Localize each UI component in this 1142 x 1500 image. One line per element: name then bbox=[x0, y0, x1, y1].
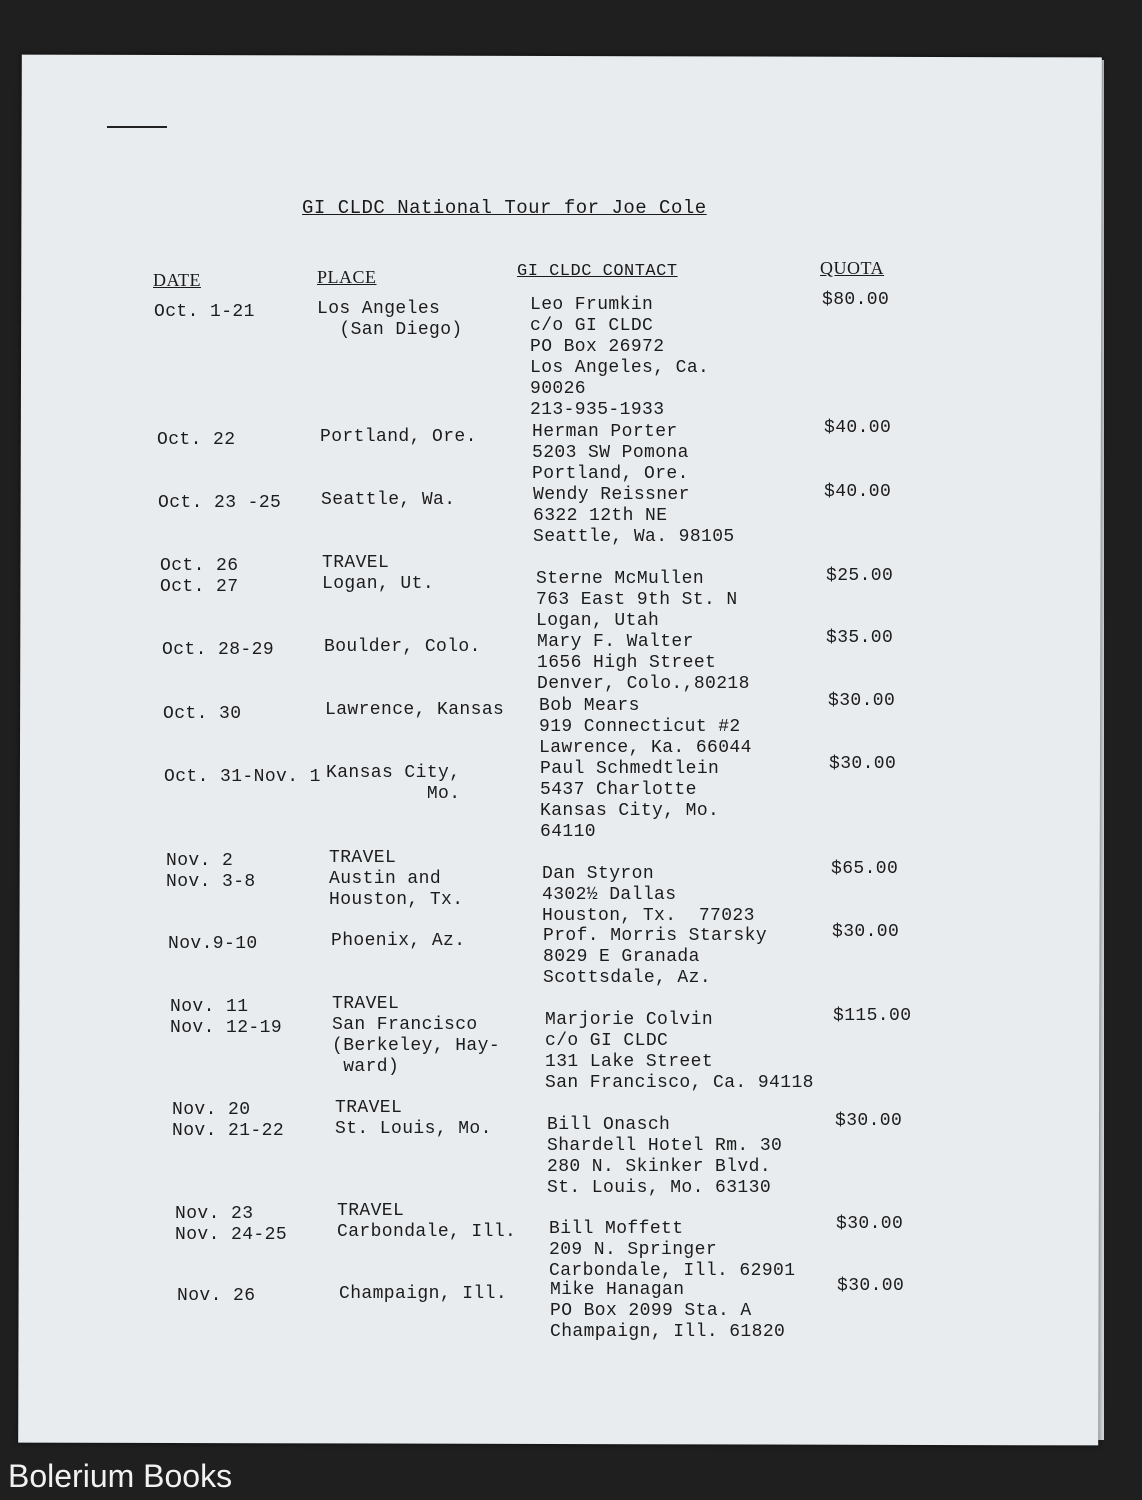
row-date: Oct. 23 -25 bbox=[158, 493, 282, 513]
row-date: Nov. 2 Nov. 3-8 bbox=[166, 851, 256, 892]
row-contact: Sterne McMullen 763 East 9th St. N Logan, Utah bbox=[536, 569, 738, 631]
row-place: TRAVEL Austin and Houston, Tx. bbox=[329, 848, 464, 910]
row-place: Champaign, Ill. bbox=[339, 1284, 508, 1304]
row-place: Phoenix, Az. bbox=[331, 931, 466, 951]
row-quota: $30.00 bbox=[837, 1276, 905, 1296]
margin-dash bbox=[107, 126, 167, 128]
row-contact: Bob Mears 919 Connecticut #2 Lawrence, Ka. 66044 bbox=[539, 696, 752, 758]
header-date: DATE bbox=[153, 270, 201, 290]
header-contact: GI CLDC CONTACT bbox=[517, 262, 678, 281]
row-quota: $35.00 bbox=[826, 628, 894, 648]
row-date: Oct. 28-29 bbox=[162, 640, 275, 660]
row-place: TRAVEL San Francisco (Berkeley, Hay- ward) bbox=[332, 994, 501, 1077]
document-title: GI CLDC National Tour for Joe Cole bbox=[302, 197, 707, 219]
row-date: Oct. 22 bbox=[157, 430, 236, 450]
row-date: Nov. 23 Nov. 24-25 bbox=[175, 1204, 288, 1245]
row-place: TRAVEL Logan, Ut. bbox=[322, 553, 435, 594]
row-quota: $30.00 bbox=[836, 1214, 904, 1234]
row-contact: Wendy Reissner 6322 12th NE Seattle, Wa. 98105 bbox=[533, 485, 735, 547]
row-place: Los Angeles (San Diego) bbox=[317, 299, 463, 340]
row-place: Portland, Ore. bbox=[320, 427, 477, 447]
row-date: Oct. 1-21 bbox=[154, 302, 255, 322]
header-quota: QUOTA bbox=[820, 258, 885, 278]
row-date: Nov. 20 Nov. 21-22 bbox=[172, 1100, 285, 1141]
row-contact: Dan Styron 4302½ Dallas Houston, Tx. 77023 bbox=[542, 864, 755, 926]
row-place: Seattle, Wa. bbox=[321, 490, 456, 510]
row-quota: $25.00 bbox=[826, 566, 894, 586]
header-place: PLACE bbox=[317, 267, 377, 287]
row-place: Kansas City, Mo. bbox=[326, 763, 461, 804]
row-quota: $40.00 bbox=[824, 418, 892, 438]
row-quota: $115.00 bbox=[833, 1006, 912, 1026]
row-quota: $80.00 bbox=[822, 290, 890, 310]
row-date: Nov. 11 Nov. 12-19 bbox=[170, 997, 283, 1038]
row-date: Oct. 26 Oct. 27 bbox=[160, 556, 239, 597]
row-contact: Bill Onasch Shardell Hotel Rm. 30 280 N. Skinker Blvd. St. Louis, Mo. 63130 bbox=[547, 1115, 783, 1198]
row-date: Oct. 31-Nov. 1 bbox=[164, 767, 321, 787]
row-place: Lawrence, Kansas bbox=[325, 700, 505, 720]
row-quota: $30.00 bbox=[829, 754, 897, 774]
row-place: TRAVEL St. Louis, Mo. bbox=[335, 1098, 492, 1139]
row-quota: $30.00 bbox=[832, 922, 900, 942]
row-quota: $30.00 bbox=[828, 691, 896, 711]
row-quota: $65.00 bbox=[831, 859, 899, 879]
row-contact: Leo Frumkin c/o GI CLDC PO Box 26972 Los Angeles, Ca. 90026 213-935-1933 bbox=[530, 295, 710, 420]
watermark: Bolerium Books bbox=[8, 1458, 233, 1494]
row-date: Nov.9-10 bbox=[168, 934, 258, 954]
row-contact: Herman Porter 5203 SW Pomona Portland, Ore. bbox=[532, 422, 689, 484]
row-contact: Mike Hanagan PO Box 2099 Sta. A Champaign, Ill. 61820 bbox=[550, 1280, 786, 1342]
row-contact: Prof. Morris Starsky 8029 E Granada Scottsdale, Az. bbox=[543, 926, 768, 988]
row-contact: Marjorie Colvin c/o GI CLDC 131 Lake Street San Francisco, Ca. 94118 bbox=[545, 1010, 814, 1093]
row-quota: $30.00 bbox=[835, 1111, 903, 1131]
row-date: Oct. 30 bbox=[163, 704, 242, 724]
row-contact: Mary F. Walter 1656 High Street Denver, Colo.,80218 bbox=[537, 632, 750, 694]
row-contact: Bill Moffett 209 N. Springer Carbondale, Ill. 62901 bbox=[549, 1219, 796, 1281]
row-quota: $40.00 bbox=[824, 482, 892, 502]
row-contact: Paul Schmedtlein 5437 Charlotte Kansas City, Mo. 64110 bbox=[540, 759, 720, 842]
row-place: Boulder, Colo. bbox=[324, 637, 481, 657]
row-date: Nov. 26 bbox=[177, 1286, 256, 1306]
row-place: TRAVEL Carbondale, Ill. bbox=[337, 1201, 517, 1242]
